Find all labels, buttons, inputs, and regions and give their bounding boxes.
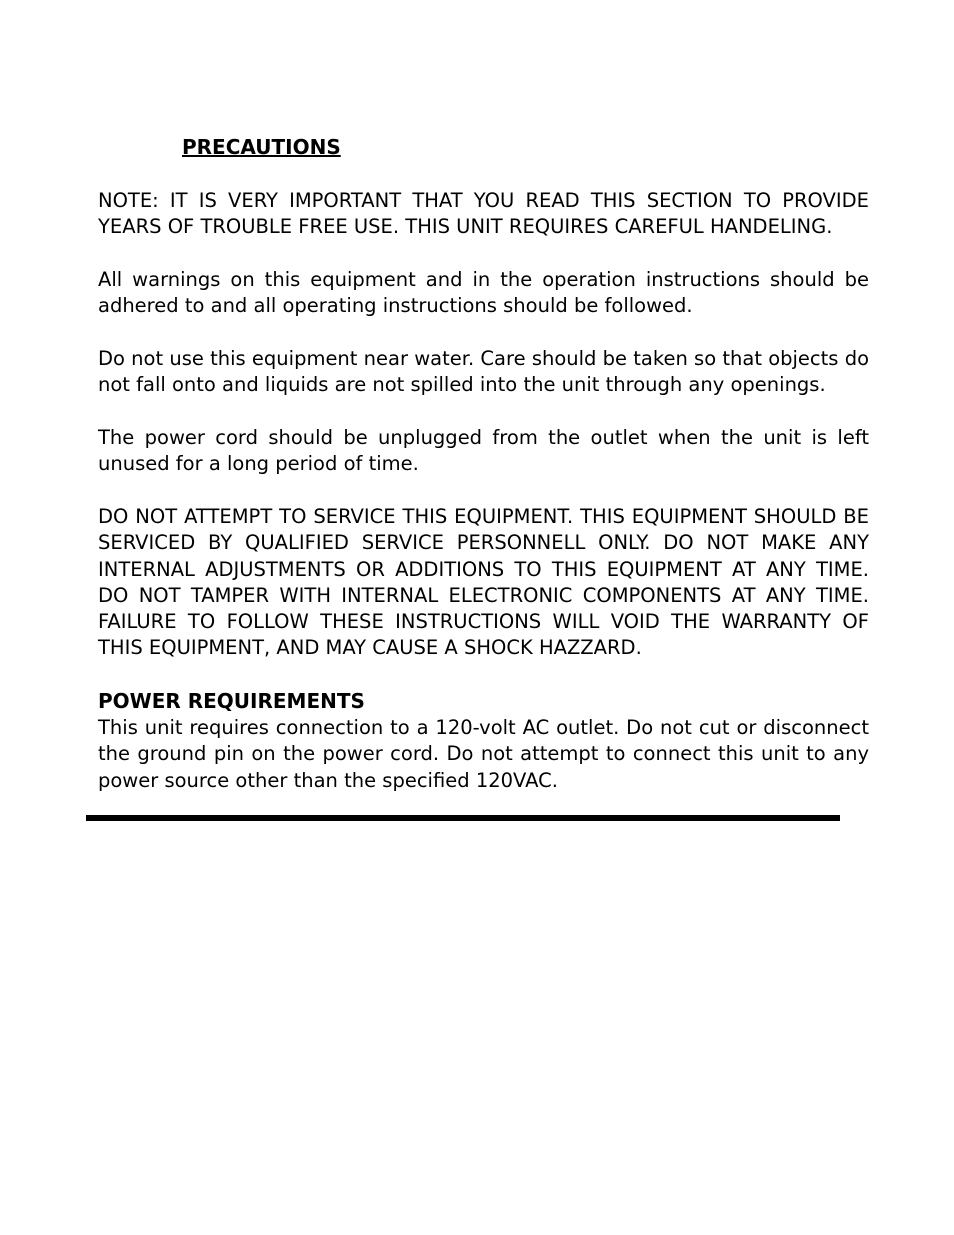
- water-paragraph: Do not use this equipment near water. Care should be taken so that objects do not fall onto and liquids are not spilled into the unit through any openings.: [98, 347, 869, 397]
- precautions-heading: PRECAUTIONS: [182, 135, 341, 159]
- power-cord-paragraph: The power cord should be unplugged from the outlet when the unit is left unused for a long period of time.: [98, 426, 869, 476]
- power-requirements-paragraph: This unit requires connection to a 120-volt AC outlet. Do not cut or disconnect the ground pin on the power cord. Do not attempt to connect this unit to any power source other than the specified 120VAC.: [98, 716, 869, 792]
- warnings-paragraph: All warnings on this equipment and in the operation instructions should be adhered to and all operating instructions should be followed.: [98, 268, 869, 318]
- power-requirements-heading: POWER REQUIREMENTS: [98, 689, 365, 713]
- service-warning-paragraph: DO NOT ATTEMPT TO SERVICE THIS EQUIPMENT. THIS EQUIPMENT SHOULD BE SERVICED BY QUALIFIED SERVICE PERSONNELL ONLY. DO NOT MAKE ANY INTERNAL ADJUSTMENTS OR ADDITIONS TO THIS EQUIPMENT AT ANY TIME. DO NOT TAMPER WITH INTERNAL ELECTRONIC COMPONENTS AT ANY TIME. FAILURE TO FOLLOW THESE INSTRUCTIONS WILL VOID THE WARRANTY OF THIS EQUIPMENT, AND MAY CAUSE A SHOCK HAZZARD.: [98, 505, 869, 660]
- horizontal-divider: [86, 815, 840, 821]
- note-paragraph: NOTE: IT IS VERY IMPORTANT THAT YOU READ THIS SECTION TO PROVIDE YEARS OF TROUBLE FREE USE. THIS UNIT REQUIRES CAREFUL HANDELING.: [98, 189, 869, 239]
